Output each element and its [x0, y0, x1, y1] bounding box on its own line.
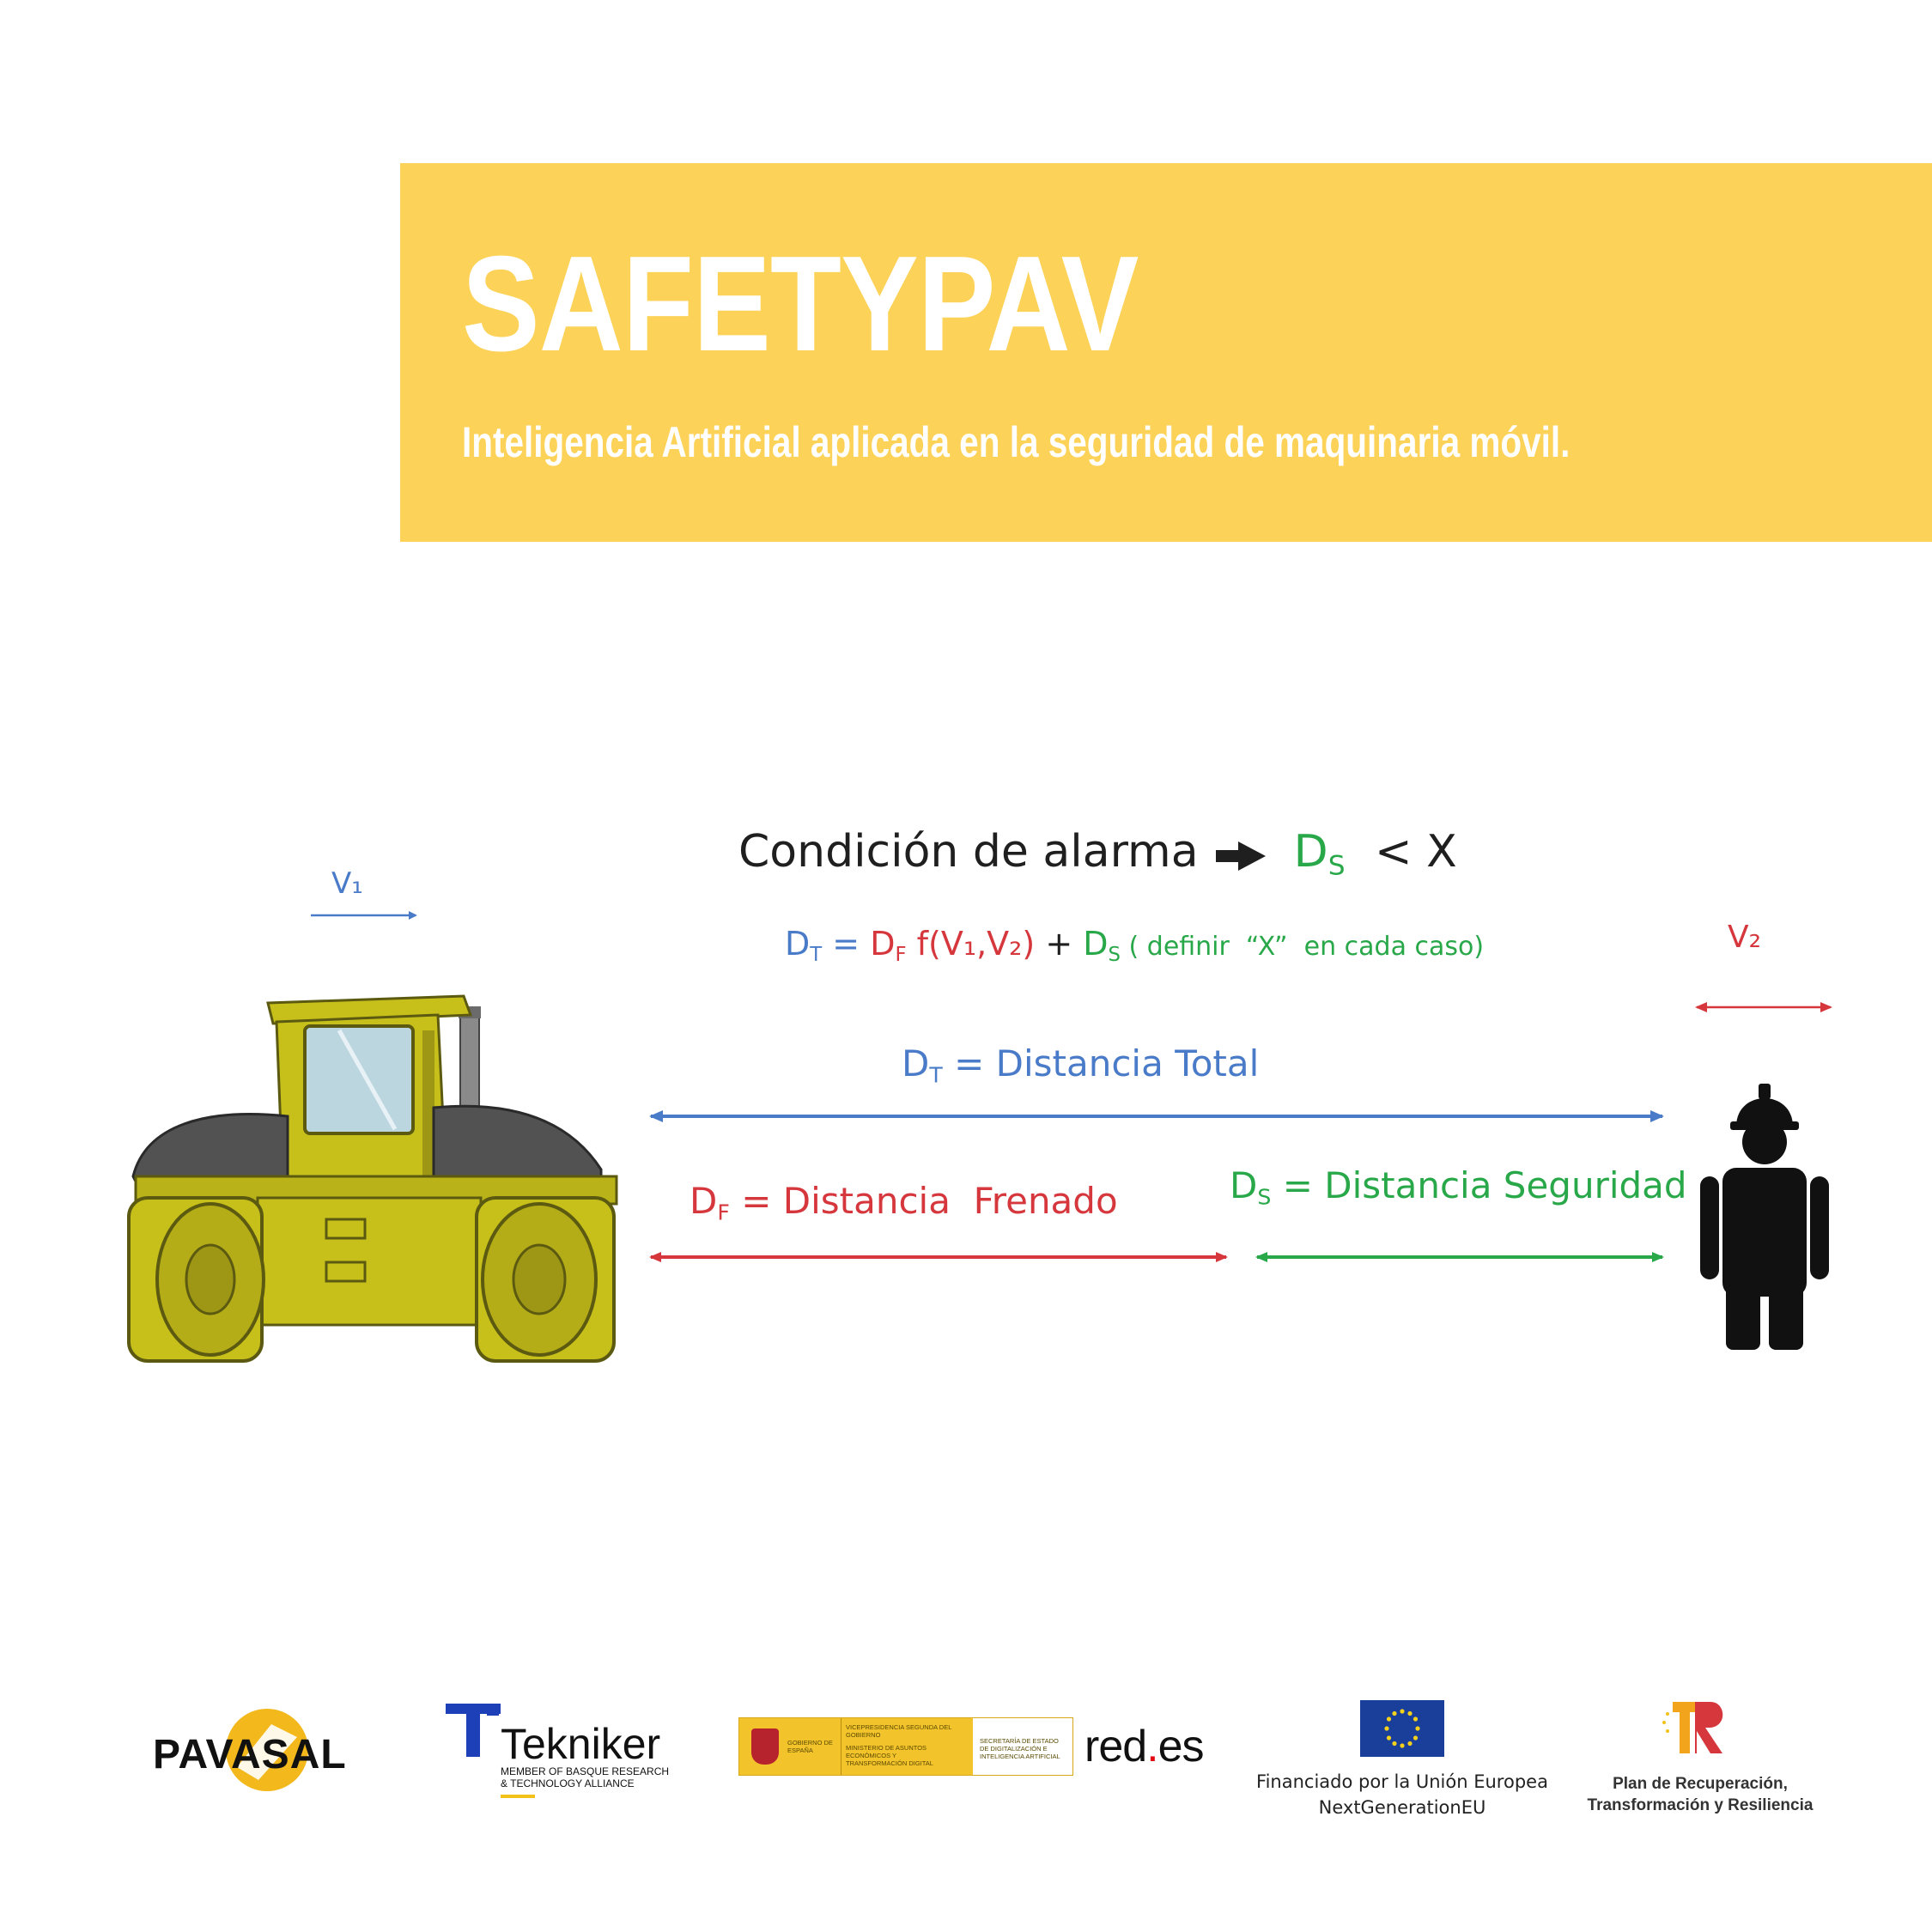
spain-coat-of-arms-icon [751, 1728, 779, 1765]
eu-caption-line-1: Financiado por la Unión Europea [1256, 1771, 1548, 1792]
braking-distance-label [690, 1180, 1118, 1225]
safety-sub: S [1257, 1184, 1272, 1210]
tekniker-logo-icon [446, 1704, 501, 1757]
redes-dot: . [1146, 1722, 1158, 1771]
gov-label-1: GOBIERNO DE ESPAÑA [787, 1739, 833, 1754]
total-text: = Distancia Total [942, 1042, 1260, 1084]
eu-flag-icon [1360, 1700, 1444, 1757]
safety-distance-label [1230, 1164, 1687, 1210]
government-logo-strip [738, 1717, 1073, 1776]
prtr-caption [1571, 1774, 1829, 1816]
braking-text: = Distancia Frenado [729, 1180, 1118, 1222]
redes-b: es [1157, 1722, 1204, 1771]
redes-logo [1084, 1724, 1204, 1769]
alarm-condition-text: Condición de alarma [738, 826, 1199, 878]
road-roller-illustration [129, 996, 617, 1361]
prtr-logo-icon [1657, 1697, 1740, 1760]
banner-title: SAFETYPAV [462, 228, 1139, 380]
safety-sym: D [1230, 1164, 1258, 1206]
tekniker-tagline-2: & TECHNOLOGY ALLIANCE [501, 1777, 635, 1789]
alarm-condition [738, 826, 1457, 882]
formula-note: ( definir “X” en cada caso) [1121, 932, 1485, 962]
gov-label-4: SECRETARÍA DE ESTADO DE DIGITALIZACIÓN E INTELIGENCIA ARTIFICIAL [980, 1737, 1060, 1760]
tekniker-logo: Tekniker [501, 1720, 661, 1768]
banner-subtitle: Inteligencia Artificial aplicada en la seguridad de maquinaria móvil. [462, 418, 1571, 466]
formula-func: f(V₁,V₂) [906, 925, 1036, 963]
braking-sym: D [690, 1180, 718, 1222]
formula-dt: D [785, 925, 811, 963]
braking-sub: F [717, 1200, 730, 1225]
tekniker-underline [501, 1795, 535, 1798]
alarm-condition-rhs: < X [1375, 826, 1457, 878]
formula-eq: = [822, 925, 871, 963]
total-distance-formula [785, 927, 1484, 965]
total-distance-label [902, 1042, 1260, 1088]
prtr-caption-line-2: Transformación y Resiliencia [1587, 1795, 1814, 1814]
total-sym: D [902, 1042, 930, 1084]
worker-icon [1700, 1084, 1829, 1350]
total-sub: T [929, 1062, 943, 1088]
formula-plus: + [1035, 925, 1084, 963]
formula-ds-sub: S [1108, 943, 1121, 966]
alarm-condition-sub: S [1327, 850, 1346, 882]
gov-label-3: MINISTERIO DE ASUNTOS ECONÓMICOS Y TRANSFORMACIÓN DIGITAL [846, 1744, 933, 1767]
alarm-condition-symbol: D [1293, 826, 1328, 878]
formula-df-sub: F [895, 943, 907, 966]
tekniker-tagline-1: MEMBER OF BASQUE RESEARCH [501, 1765, 670, 1777]
formula-df: D [870, 925, 896, 963]
safety-text: = Distancia Seguridad [1271, 1164, 1687, 1206]
eu-caption-line-2: NextGenerationEU [1318, 1797, 1486, 1819]
gov-label-2: VICEPRESIDENCIA SEGUNDA DEL GOBIERNO [846, 1723, 952, 1739]
formula-ds: D [1083, 925, 1109, 963]
eu-funding-caption [1236, 1769, 1568, 1821]
v2-label: V₂ [1728, 920, 1762, 955]
redes-a: red [1084, 1722, 1147, 1771]
pavasal-logo: PAVASAL [153, 1732, 347, 1777]
prtr-caption-line-1: Plan de Recuperación, [1613, 1775, 1788, 1793]
v1-label: V₁ [331, 866, 363, 901]
formula-dt-sub: T [810, 943, 823, 966]
